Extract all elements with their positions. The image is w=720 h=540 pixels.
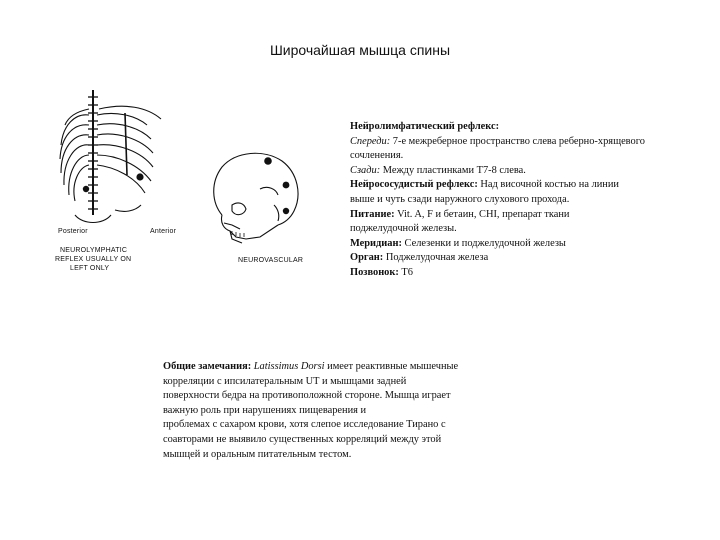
neurolymphatic-back: Сзади: Между пластинками Т7-8 слева. <box>350 164 526 176</box>
nutrition-line: Питание: Vit. A, F и бетаин, CHI, препарат ткани <box>350 208 570 220</box>
page-title: Широчайшая мышца спины <box>269 42 451 58</box>
neurovascular-line-2: выше и чуть сзади наружного слухового прохода. <box>350 193 570 205</box>
neurolymphatic-front-cont: сочленения. <box>350 150 404 162</box>
notes-line-6: соавторами не выявило существенных корреляций между этой <box>163 433 442 445</box>
reflex-info-block <box>350 120 720 281</box>
notes-line-5: проблемах с сахаром крови, хотя слепое исследование Тирано с <box>163 419 446 431</box>
caption-line-1: NEUROLYMPHATIC <box>60 247 128 254</box>
caption-line-3: LEFT ONLY <box>70 265 110 272</box>
organ-line: Орган: Поджелудочная железа <box>350 252 489 264</box>
notes-line-7: мышцей и оральным питательным тестом. <box>163 448 352 460</box>
neurolymphatic-heading: Нейролимфатический рефлекс: <box>350 121 500 132</box>
neurovascular-line: Нейрососудистый рефлекс: Над височной костью на линии <box>350 179 619 191</box>
vertebra-line: Позвонок: Т6 <box>350 266 413 278</box>
notes-line-3: поверхности бедра на противоположной стороне. Мышца играет <box>163 390 451 402</box>
notes-line-2: корреляции с ипсилатеральным UT и мышцами задней <box>163 375 407 387</box>
meridian-line: Меридиан: Селезенки и поджелудочной железы <box>350 237 566 249</box>
notes-line-4: важную роль при нарушениях пищеварения и <box>163 404 367 416</box>
caption-line-2: REFLEX USUALLY ON <box>55 256 132 263</box>
label-anterior: Anterior <box>150 228 177 235</box>
notes-line-1: Общие замечания: Latissimus Dorsi имеет реактивные мышечные <box>163 361 459 372</box>
label-posterior: Posterior <box>58 228 88 235</box>
nutrition-line-2: поджелудочной железы. <box>350 223 457 235</box>
general-notes <box>163 360 553 462</box>
neurolymphatic-front: Спереди: 7-е межреберное пространство слева реберно-хрящевого <box>350 135 645 147</box>
skull-caption: NEUROVASCULAR <box>238 257 304 264</box>
skull-diagram <box>202 145 304 257</box>
